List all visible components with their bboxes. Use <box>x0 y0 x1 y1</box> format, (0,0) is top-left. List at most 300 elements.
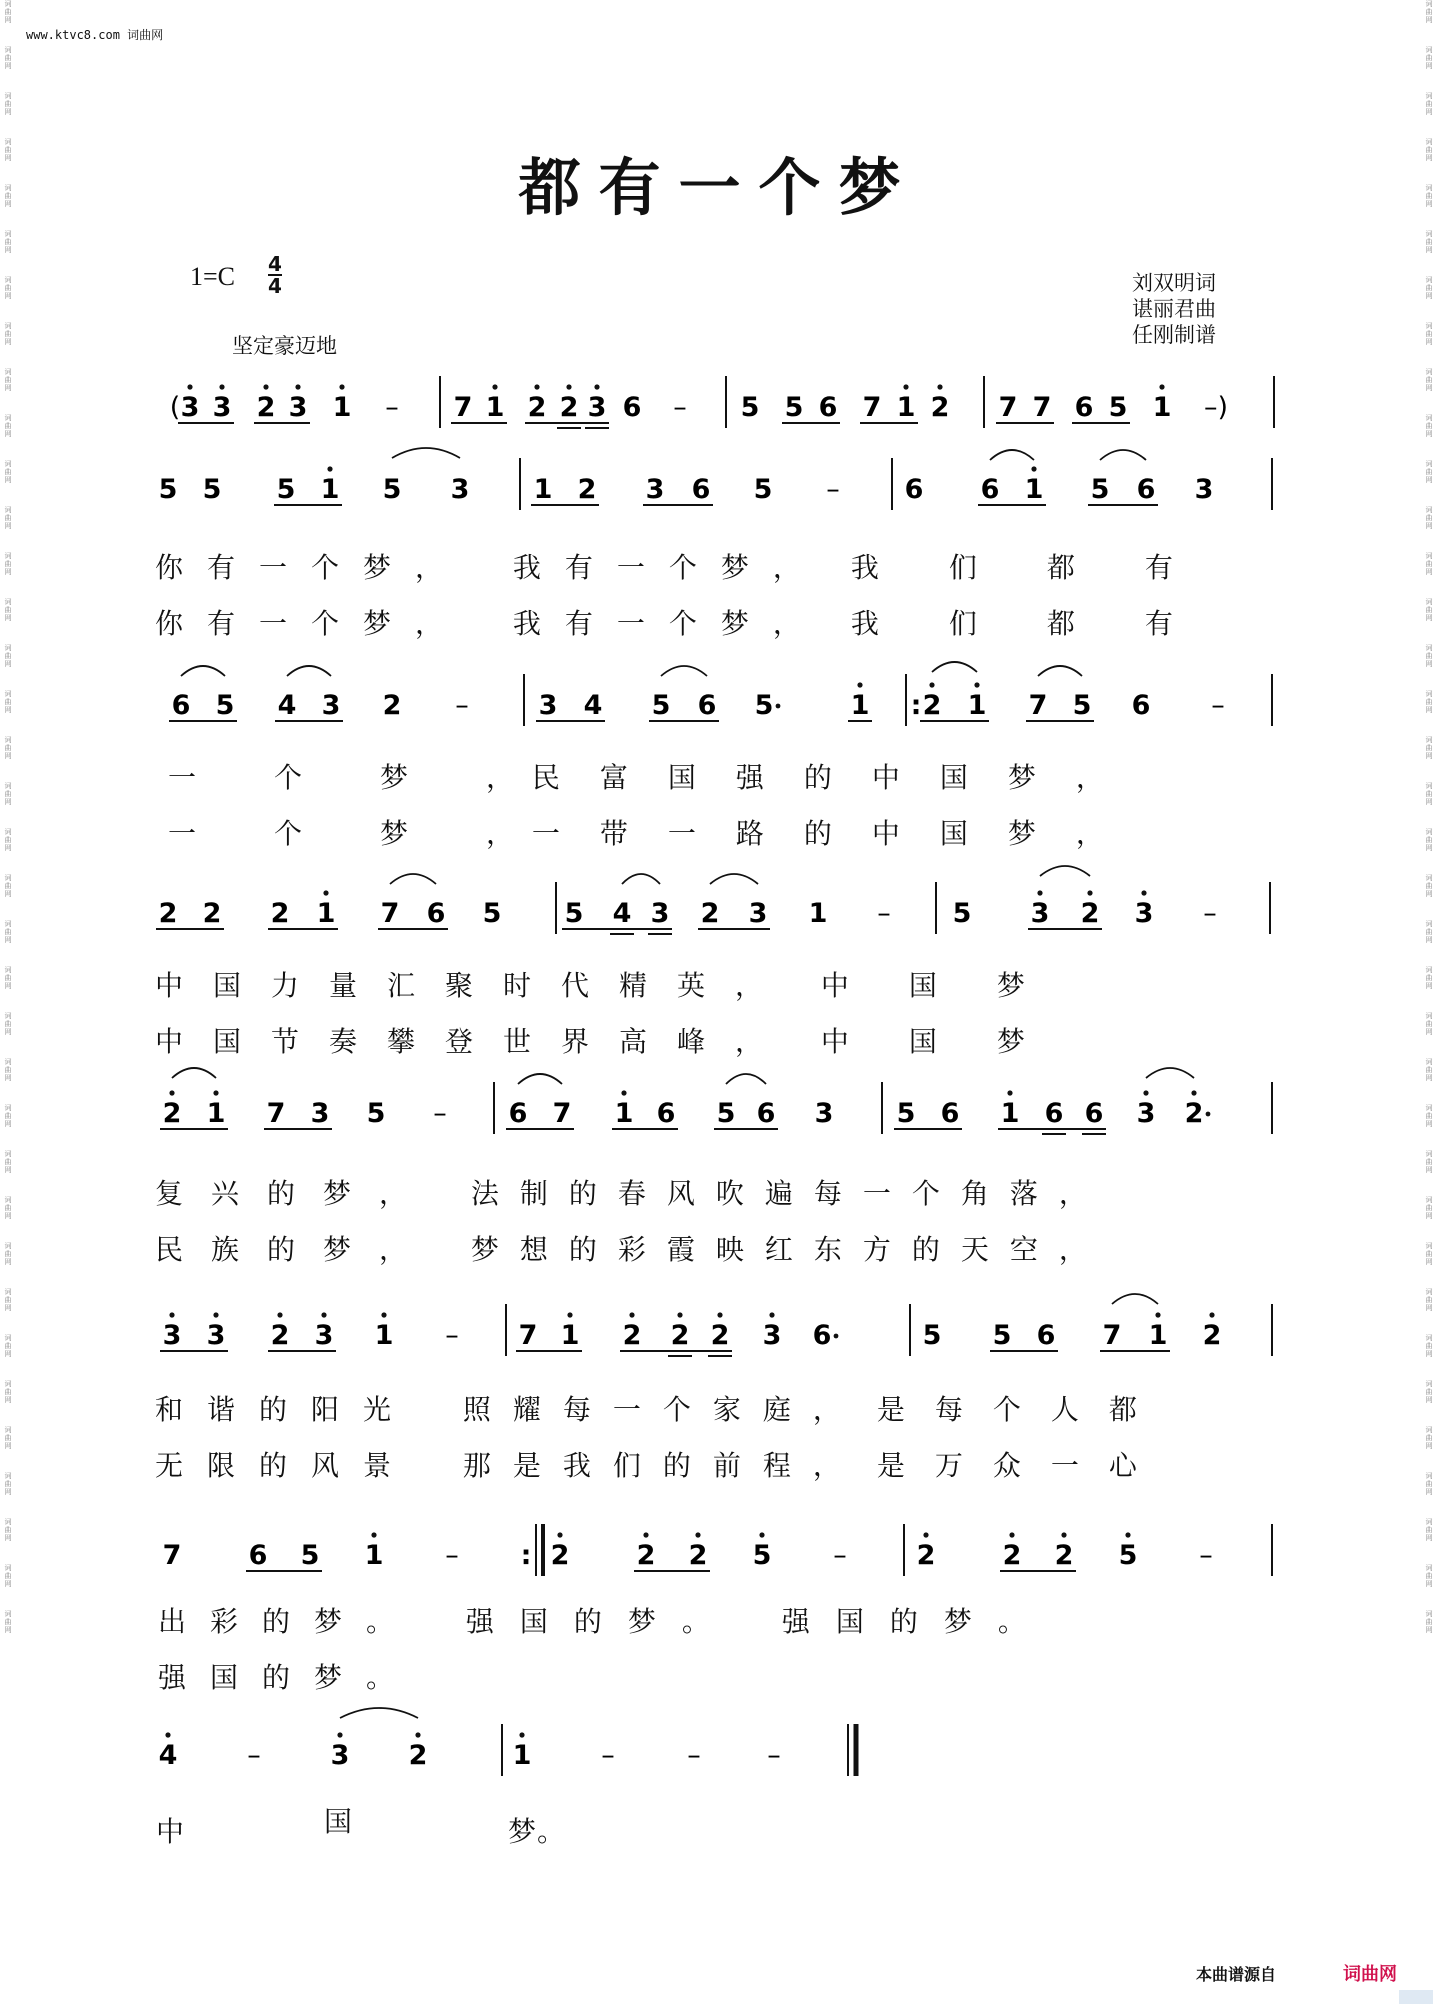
side-watermark: 词 曲 网 <box>1425 1196 1433 1220</box>
lyric-line <box>158 1656 418 1696</box>
note: 6 <box>1136 474 1156 505</box>
note: 7 <box>162 1540 182 1571</box>
side-watermark: 词 曲 网 <box>1425 0 1433 24</box>
note: 5 <box>1108 392 1128 423</box>
side-watermark: 词 曲 网 <box>4 1610 12 1634</box>
octave-dot <box>187 384 192 389</box>
lyric-phrase: 一带一路的中国梦， <box>531 817 1144 850</box>
side-watermark: 词 曲 网 <box>4 1564 12 1588</box>
note: 3 <box>538 690 558 721</box>
side-watermark: 词 曲 网 <box>4 506 12 530</box>
octave-dot <box>295 384 300 389</box>
repeat-dot: : <box>910 690 922 721</box>
note: 3 <box>310 1098 330 1129</box>
note: 6 <box>1044 1098 1064 1129</box>
note: 1 <box>332 392 352 423</box>
octave-dot <box>337 1732 342 1737</box>
octave-dot <box>415 1732 420 1737</box>
side-watermark: 词 曲 网 <box>1425 230 1433 254</box>
side-watermark: 词 曲 网 <box>1425 552 1433 576</box>
octave-dot <box>213 1090 218 1095</box>
octave-dot <box>929 682 934 687</box>
lyric-phrase: 你有一个梦， <box>155 551 468 584</box>
dotted-note-dot <box>834 1334 839 1339</box>
note: 2 <box>670 1320 690 1351</box>
note: 1 <box>614 1098 634 1129</box>
note: 2 <box>577 474 597 505</box>
lyric-line <box>155 1172 1108 1212</box>
octave-dot <box>557 1532 562 1537</box>
note: 4 <box>158 1740 178 1771</box>
note: 5 <box>754 690 774 721</box>
note: 7 <box>453 392 473 423</box>
side-watermark: 词 曲 网 <box>4 1150 12 1174</box>
note: 7 <box>1102 1320 1122 1351</box>
dash: – <box>433 1098 447 1129</box>
note: 2 <box>1054 1540 1074 1571</box>
note: 2 <box>408 1740 428 1771</box>
note: 5 <box>300 1540 320 1571</box>
octave-dot <box>1209 1312 1214 1317</box>
note: 3 <box>587 392 607 423</box>
note: 2 <box>559 392 579 423</box>
time-sig-top: 4 <box>268 252 282 276</box>
note: 5 <box>952 898 972 929</box>
note: 5 <box>784 392 804 423</box>
slur <box>172 1068 216 1078</box>
octave-dot <box>1087 890 1092 895</box>
arranger-credit: 任刚制谱 <box>1132 323 1216 347</box>
side-watermark: 词 曲 网 <box>4 552 12 576</box>
note: 1 <box>967 690 987 721</box>
slur <box>181 666 225 676</box>
octave-dot <box>621 1090 626 1095</box>
slur <box>392 448 460 458</box>
octave-dot <box>594 384 599 389</box>
dotted-note-dot <box>1206 1112 1211 1117</box>
note: 3 <box>814 1098 834 1129</box>
side-watermark: 词 曲 网 <box>1425 46 1433 70</box>
corner-tab <box>1399 1990 1433 2004</box>
lyric-line <box>155 546 1243 586</box>
note: 7 <box>266 1098 286 1129</box>
octave-dot <box>371 1532 376 1537</box>
lyric-phrase: 中国力量汇聚时代精英， <box>155 969 794 1002</box>
lyric-phrase: 复兴的梦， <box>155 1177 436 1210</box>
note: 3 <box>1194 474 1214 505</box>
lyric-phrase: 是万众一心 <box>876 1449 1167 1482</box>
dash: – <box>687 1740 701 1771</box>
note: 5 <box>1072 690 1092 721</box>
note: 2 <box>1184 1098 1204 1129</box>
dash: – <box>767 1740 781 1771</box>
octave-dot <box>1191 1090 1196 1095</box>
note: 5 <box>752 1540 772 1571</box>
note: 1 <box>808 898 828 929</box>
dash: – <box>445 1540 459 1571</box>
song-title: 都有一个梦 <box>518 151 919 224</box>
slur <box>287 666 331 676</box>
lyric-line <box>324 1800 353 1840</box>
side-watermark: 词 曲 网 <box>1425 276 1433 300</box>
side-watermark: 词 曲 网 <box>1425 782 1433 806</box>
key-signature: 1=C <box>190 262 236 291</box>
note: 2 <box>710 1320 730 1351</box>
lyricist-credit: 刘双明词 <box>1132 271 1216 295</box>
octave-dot <box>492 384 497 389</box>
side-watermark: 词 曲 网 <box>1425 644 1433 668</box>
dash: – <box>1203 898 1217 929</box>
side-watermark: 词 曲 网 <box>4 1472 12 1496</box>
octave-dot <box>321 1312 326 1317</box>
note: 2 <box>527 392 547 423</box>
note: 2 <box>922 690 942 721</box>
note: 6 <box>812 1320 832 1351</box>
octave-dot <box>1141 890 1146 895</box>
dash: – <box>247 1740 261 1771</box>
note: 6 <box>756 1098 776 1129</box>
side-watermark: 词 曲 网 <box>1425 184 1433 208</box>
side-watermark: 词 曲 网 <box>4 1012 12 1036</box>
dash: – <box>445 1320 459 1351</box>
slur <box>622 874 660 884</box>
note: 3 <box>1030 898 1050 929</box>
slur <box>340 1708 418 1718</box>
slur <box>1038 666 1082 676</box>
side-watermark: 词 曲 网 <box>1425 736 1433 760</box>
note: 7 <box>1032 392 1052 423</box>
side-watermark: 词 曲 网 <box>4 1104 12 1128</box>
dash: – <box>826 474 840 505</box>
lyric-phrase: 法制的春风吹遍每一个角落， <box>470 1177 1108 1210</box>
side-watermark: 词 曲 网 <box>1425 506 1433 530</box>
octave-dot <box>1031 466 1036 471</box>
paren: ( <box>169 392 181 423</box>
note: 5 <box>276 474 296 505</box>
lyric-phrase: 那是我们的前程， <box>462 1449 863 1482</box>
side-watermark: 词 曲 网 <box>4 1196 12 1220</box>
note: 2 <box>382 690 402 721</box>
note: 3 <box>450 474 470 505</box>
note: 3 <box>314 1320 334 1351</box>
note: 1 <box>533 474 553 505</box>
side-watermark: 词 曲 网 <box>4 690 12 714</box>
note: 2 <box>1002 1540 1022 1571</box>
note: 5 <box>740 392 760 423</box>
lyric-phrase: 强国的梦。 <box>465 1605 736 1638</box>
note: 3 <box>162 1320 182 1351</box>
octave-dot <box>323 890 328 895</box>
slur <box>1146 1068 1194 1078</box>
octave-dot <box>339 384 344 389</box>
side-watermark: 词 曲 网 <box>1425 138 1433 162</box>
note: 6 <box>656 1098 676 1129</box>
note: 3 <box>212 392 232 423</box>
note: 1 <box>1152 392 1172 423</box>
note: 5 <box>158 474 178 505</box>
side-watermark: 词 曲 网 <box>1425 1334 1433 1358</box>
lyric-line <box>155 1444 1167 1484</box>
octave-dot <box>923 1532 928 1537</box>
octave-dot <box>1061 1532 1066 1537</box>
octave-dot <box>327 466 332 471</box>
note: 6 <box>508 1098 528 1129</box>
slur <box>710 874 758 884</box>
lyric-phrase: 和谐的阳光 <box>155 1393 416 1426</box>
side-watermark: 词 曲 网 <box>4 966 12 990</box>
note: 6 <box>1036 1320 1056 1351</box>
note: 3 <box>330 1740 350 1771</box>
side-watermark: 词 曲 网 <box>4 138 12 162</box>
note: 5 <box>202 474 222 505</box>
lyric-line <box>155 1388 1167 1428</box>
side-watermark: 词 曲 网 <box>1425 368 1433 392</box>
note: 6 <box>1074 392 1094 423</box>
note: 1 <box>1024 474 1044 505</box>
side-watermark: 词 曲 网 <box>4 644 12 668</box>
side-watermark: 词 曲 网 <box>4 1334 12 1358</box>
slur <box>1100 450 1146 460</box>
slur <box>1040 866 1090 876</box>
octave-dot <box>1125 1532 1130 1537</box>
note: 7 <box>380 898 400 929</box>
side-watermark: 词 曲 网 <box>4 46 12 70</box>
note: 7 <box>998 392 1018 423</box>
note: 2 <box>1080 898 1100 929</box>
dash: – <box>601 1740 615 1771</box>
side-watermark: 词 曲 网 <box>1425 1012 1433 1036</box>
note: 2 <box>622 1320 642 1351</box>
dash: – <box>833 1540 847 1571</box>
side-watermark: 词 曲 网 <box>4 920 12 944</box>
lyric-line <box>508 1810 566 1850</box>
octave-dot <box>534 384 539 389</box>
dash: – <box>455 690 469 721</box>
side-watermark: 词 曲 网 <box>1425 1472 1433 1496</box>
dash: – <box>1199 1540 1213 1571</box>
side-watermark: 词 曲 网 <box>4 414 12 438</box>
octave-dot <box>519 1732 524 1737</box>
dash: – <box>385 392 399 423</box>
note: 3 <box>645 474 665 505</box>
side-watermark: 词 曲 网 <box>4 92 12 116</box>
octave-dot <box>169 1312 174 1317</box>
octave-dot <box>566 384 571 389</box>
composer-credit: 谌丽君曲 <box>1132 297 1216 321</box>
note: 2 <box>636 1540 656 1571</box>
note: 1 <box>560 1320 580 1351</box>
side-watermark: 词 曲 网 <box>4 276 12 300</box>
octave-dot <box>643 1532 648 1537</box>
note: 2 <box>550 1540 570 1571</box>
note: 6 <box>1131 690 1151 721</box>
note: 4 <box>612 898 632 929</box>
octave-dot <box>277 1312 282 1317</box>
note: 6 <box>248 1540 268 1571</box>
note: 3 <box>206 1320 226 1351</box>
note: 3 <box>180 392 200 423</box>
octave-dot <box>1155 1312 1160 1317</box>
octave-dot <box>769 1312 774 1317</box>
lyric-phrase: 是每个人都 <box>876 1393 1167 1426</box>
octave-dot <box>1143 1090 1148 1095</box>
lyric-phrase: 无限的风景 <box>155 1449 416 1482</box>
note: 1 <box>206 1098 226 1129</box>
octave-dot <box>937 384 942 389</box>
side-watermark: 词 曲 网 <box>4 782 12 806</box>
note: 1 <box>1000 1098 1020 1129</box>
note: 7 <box>552 1098 572 1129</box>
note: 6 <box>980 474 1000 505</box>
note: 5 <box>382 474 402 505</box>
lyric-phrase: 一个梦， <box>168 761 593 794</box>
note: 6 <box>940 1098 960 1129</box>
dash: – <box>673 392 687 423</box>
note: 5 <box>922 1320 942 1351</box>
lyric-phrase: 你有一个梦， <box>155 607 468 640</box>
lyric-phrase: 梦。 <box>508 1815 567 1848</box>
lyric-phrase: 民富国强的中国梦， <box>531 761 1144 794</box>
note: 1 <box>364 1540 384 1571</box>
side-watermark: 词 曲 网 <box>1425 322 1433 346</box>
octave-dot <box>903 384 908 389</box>
site-url[interactable]: www.ktvc8.com 词曲网 <box>26 28 164 42</box>
note: 2 <box>162 1098 182 1129</box>
note: 1 <box>320 474 340 505</box>
side-watermark: 词 曲 网 <box>1425 1288 1433 1312</box>
side-watermark: 词 曲 网 <box>1425 874 1433 898</box>
octave-dot <box>1037 890 1042 895</box>
source-note: 本曲谱源自 <box>1196 1965 1277 1984</box>
lyric-phrase: 我有一个梦， <box>512 607 825 640</box>
note: 3 <box>762 1320 782 1351</box>
side-watermark: 词 曲 网 <box>4 828 12 852</box>
slur <box>661 666 707 676</box>
note: 1 <box>896 392 916 423</box>
note: 5 <box>992 1320 1012 1351</box>
slur <box>390 874 436 884</box>
octave-dot <box>695 1532 700 1537</box>
note: 5 <box>215 690 235 721</box>
note: 5 <box>716 1098 736 1129</box>
octave-dot <box>717 1312 722 1317</box>
side-watermark: 词 曲 网 <box>4 460 12 484</box>
note: 3 <box>321 690 341 721</box>
slur <box>932 662 977 672</box>
note: 5 <box>896 1098 916 1129</box>
side-watermark: 词 曲 网 <box>4 1058 12 1082</box>
side-watermark: 词 曲 网 <box>4 322 12 346</box>
side-watermark: 词 曲 网 <box>4 1242 12 1266</box>
note: 4 <box>583 690 603 721</box>
note: 2 <box>158 898 178 929</box>
repeat-dot: : <box>520 1540 532 1571</box>
note: 6 <box>904 474 924 505</box>
lyric-line <box>156 1810 185 1850</box>
side-watermark: 词 曲 网 <box>1425 414 1433 438</box>
lyric-phrase: 中国梦 <box>820 969 1085 1002</box>
lyric-phrase: 我有一个梦， <box>512 551 825 584</box>
brand-link[interactable]: 词曲网 <box>1343 1964 1397 1985</box>
side-watermark: 词 曲 网 <box>1425 1610 1433 1634</box>
note: 7 <box>1028 690 1048 721</box>
side-watermark: 词 曲 网 <box>4 736 12 760</box>
lyric-line <box>155 602 1243 642</box>
octave-dot <box>165 1732 170 1737</box>
watermark-strip-left <box>2 0 14 2013</box>
note: 2 <box>916 1540 936 1571</box>
note: 5 <box>1090 474 1110 505</box>
lyric-line <box>155 1228 1108 1268</box>
note: 2 <box>700 898 720 929</box>
octave-dot <box>1159 384 1164 389</box>
time-sig-bottom: 4 <box>268 274 282 298</box>
octave-dot <box>974 682 979 687</box>
note: 5 <box>366 1098 386 1129</box>
note: 6 <box>697 690 717 721</box>
side-watermark: 词 曲 网 <box>4 368 12 392</box>
side-watermark: 词 曲 网 <box>1425 460 1433 484</box>
lyric-phrase: 民族的梦， <box>155 1233 436 1266</box>
note: 6 <box>1084 1098 1104 1129</box>
side-watermark: 词 曲 网 <box>1425 690 1433 714</box>
octave-dot <box>677 1312 682 1317</box>
lyric-phrase: 中国梦 <box>820 1025 1085 1058</box>
lyric-phrase: 国 <box>324 1805 354 1838</box>
note: 2 <box>688 1540 708 1571</box>
octave-dot <box>219 384 224 389</box>
octave-dot <box>567 1312 572 1317</box>
side-watermark: 词 曲 网 <box>1425 1564 1433 1588</box>
octave-dot <box>759 1532 764 1537</box>
side-watermark: 词 曲 网 <box>4 874 12 898</box>
note: 7 <box>862 392 882 423</box>
octave-dot <box>1007 1090 1012 1095</box>
lyric-phrase: 中国节奏攀登世界高峰， <box>155 1025 794 1058</box>
lyric-phrase: 中 <box>156 1815 186 1848</box>
lyric-phrase: 照耀每一个家庭， <box>462 1393 863 1426</box>
note: 3 <box>1134 898 1154 929</box>
tempo-marking: 坚定豪迈地 <box>232 334 337 358</box>
lyric-phrase: 出彩的梦。 <box>158 1605 419 1638</box>
lyric-line <box>168 812 1144 852</box>
side-watermark: 词 曲 网 <box>1425 1426 1433 1450</box>
side-watermark: 词 曲 网 <box>4 598 12 622</box>
note: 1 <box>850 690 870 721</box>
slur <box>518 1074 562 1084</box>
note: 6 <box>691 474 711 505</box>
lyric-phrase: 一个梦， <box>168 817 593 850</box>
side-watermark: 词 曲 网 <box>1425 1380 1433 1404</box>
note: 3 <box>288 392 308 423</box>
octave-dot <box>857 682 862 687</box>
note: 2 <box>270 898 290 929</box>
note: 3 <box>650 898 670 929</box>
note: 7 <box>518 1320 538 1351</box>
note: 6 <box>171 690 191 721</box>
lyric-phrase: 我们都有 <box>850 551 1243 584</box>
side-watermark: 词 曲 网 <box>4 184 12 208</box>
note: 3 <box>748 898 768 929</box>
side-watermark: 词 曲 网 <box>1425 1058 1433 1082</box>
side-watermark: 词 曲 网 <box>4 0 12 24</box>
side-watermark: 词 曲 网 <box>1425 1242 1433 1266</box>
side-watermark: 词 曲 网 <box>1425 828 1433 852</box>
octave-dot <box>381 1312 386 1317</box>
note: 1 <box>512 1740 532 1771</box>
side-watermark: 词 曲 网 <box>4 1518 12 1542</box>
note: 6 <box>818 392 838 423</box>
